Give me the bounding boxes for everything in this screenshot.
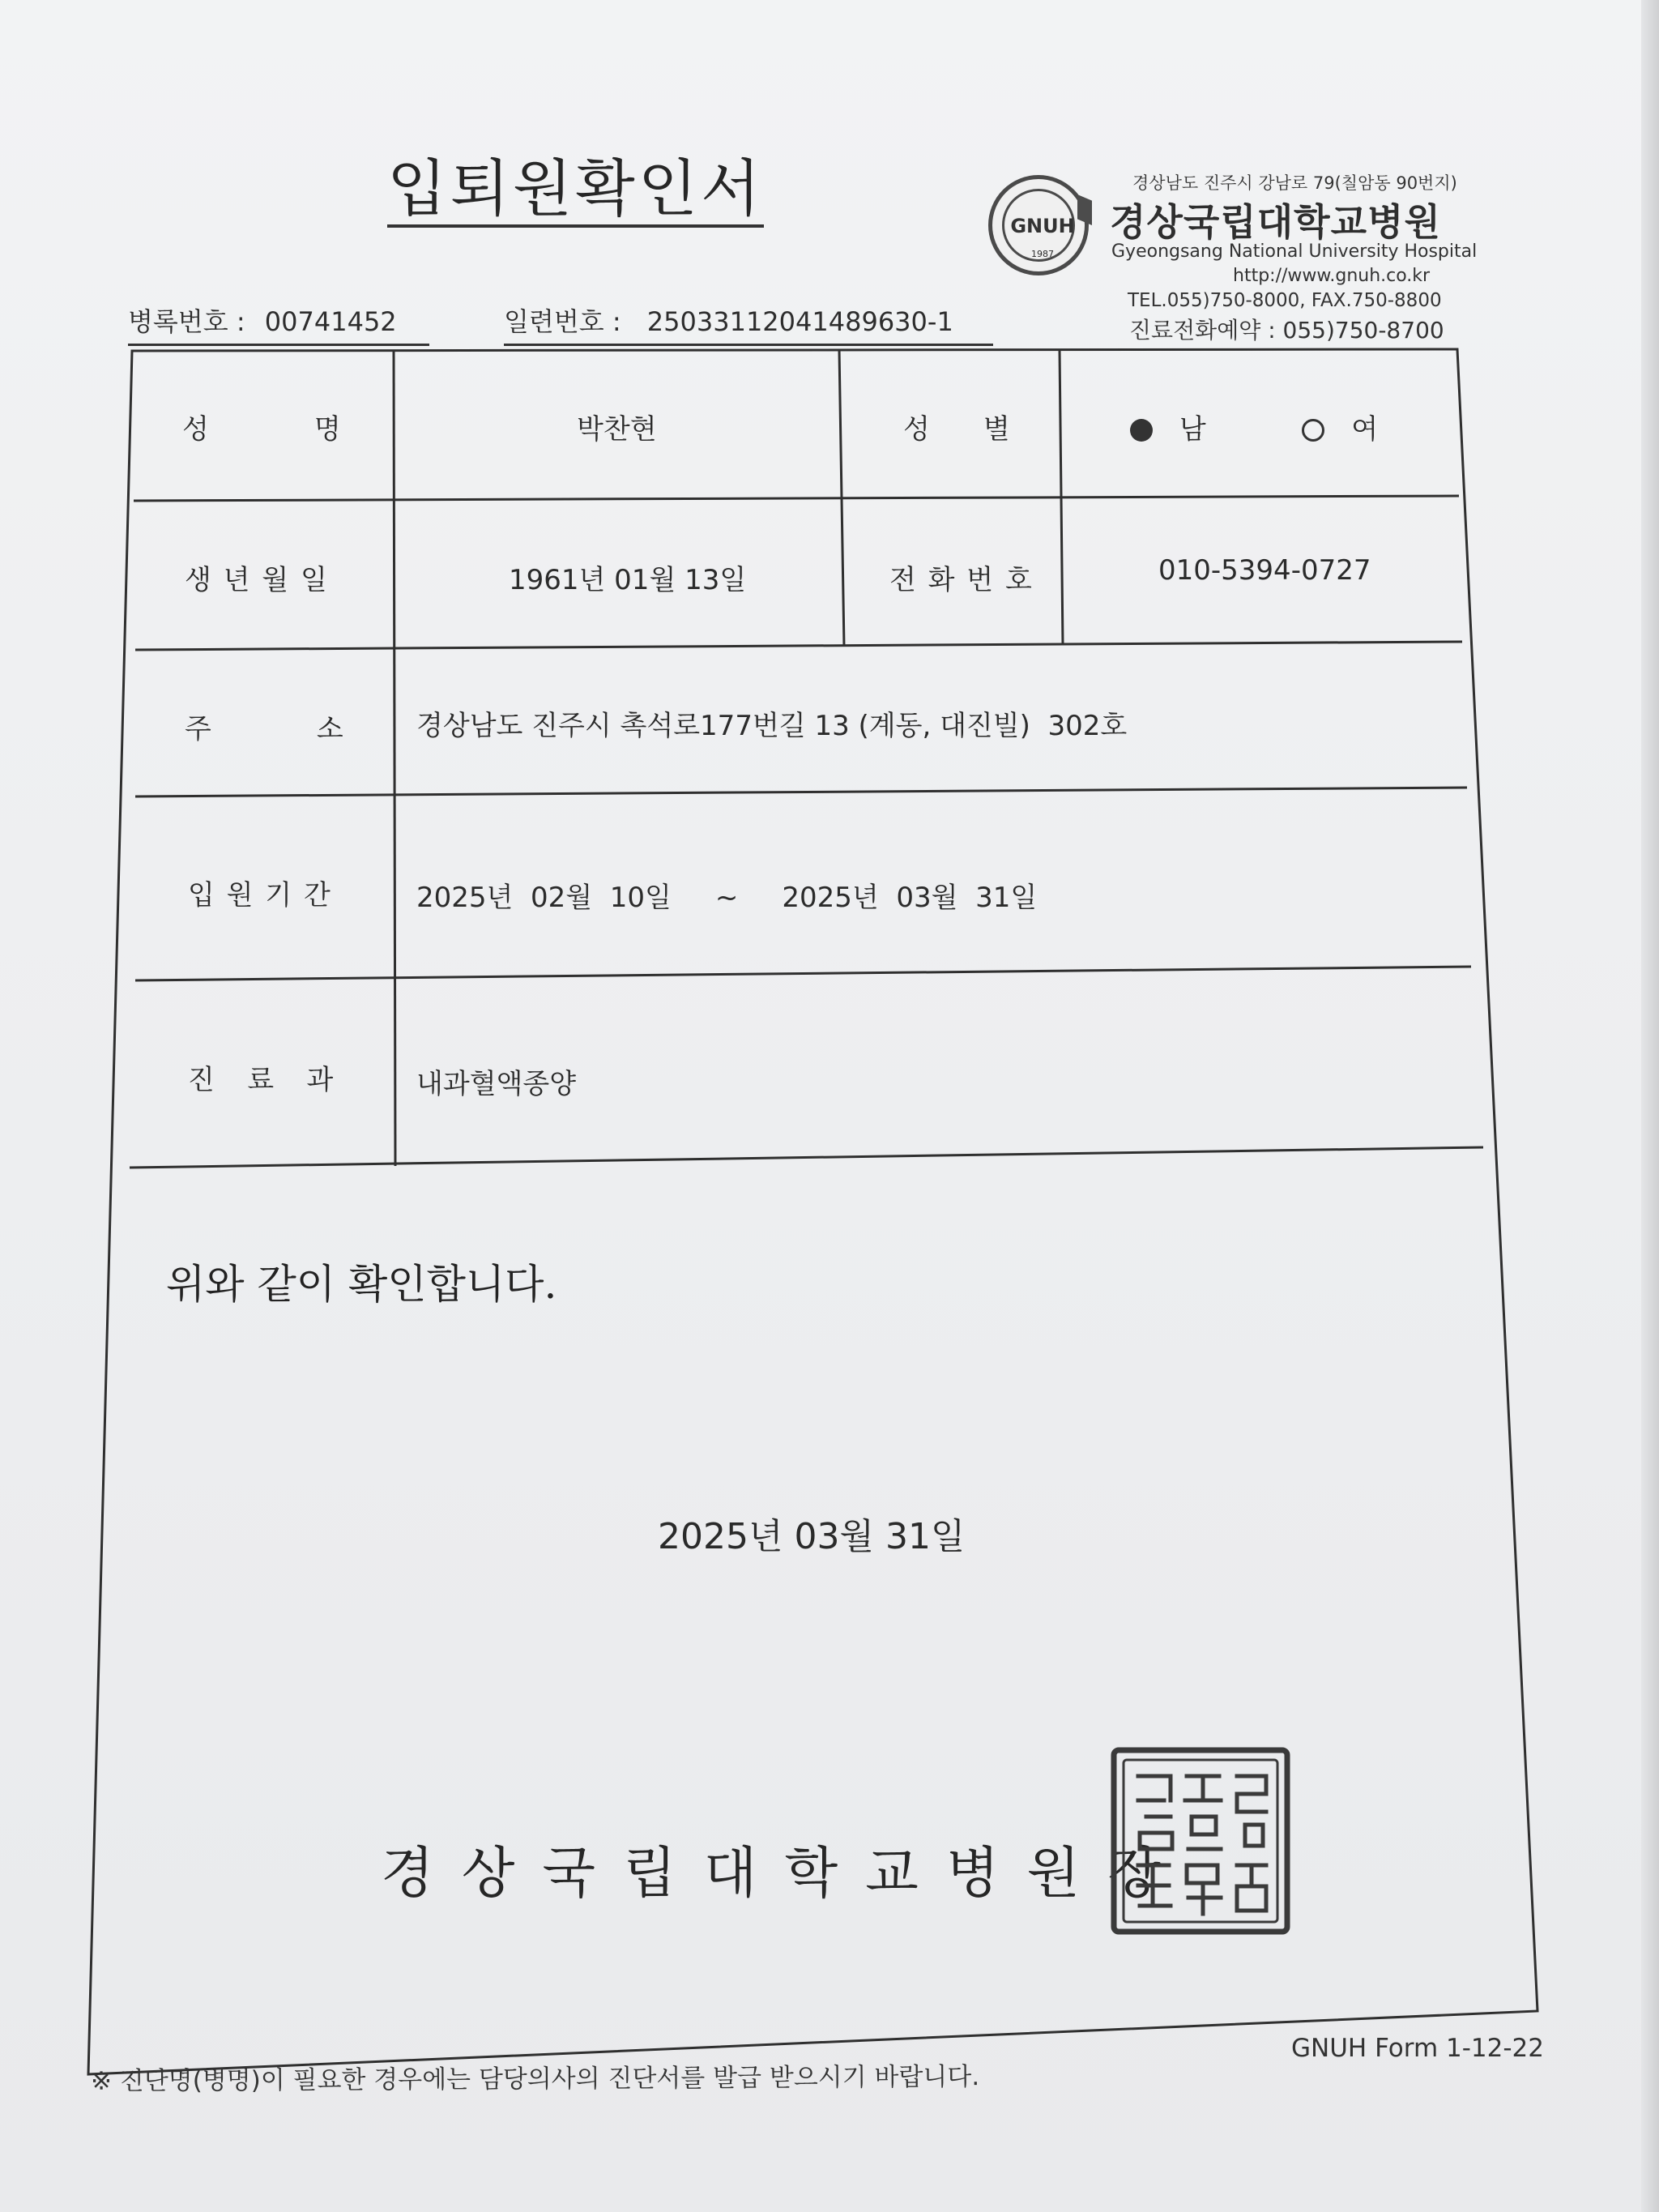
hospital-tel: TEL.055)750-8000, FAX.750-8800 [1128,290,1442,311]
logo-text: GNUH [1010,215,1075,237]
birth-label: 생 년 월 일 [185,564,329,596]
address-label: 주 소 [185,713,345,745]
logo-year: 1987 [1031,249,1054,259]
confirmation-text: 위와 같이 확인합니다. [166,1261,557,1308]
period-label: 입 원 기 간 [188,879,332,912]
department-value: 내과혈액종양 [416,1068,577,1100]
serial-number-label: 일련번호 : [504,306,621,337]
name-label: 성 명 [182,413,343,446]
hospital-reservation: 진료전화예약 : 055)750-8700 [1129,317,1444,344]
gender-label: 성 별 [903,413,1012,446]
birth-value: 1961년 01월 13일 [509,564,747,596]
footnote: ※ 진단명(병명)이 필요한 경우에는 담당의사의 진단서를 발급 받으시기 바랍니다. [90,2062,980,2096]
gender-male-label: 남 [1179,413,1206,446]
hospital-director: 경상국립대학교병원장 [381,1842,1188,1906]
address-value: 경상남도 진주시 촉석로177번길 13 (계동, 대진빌) 302호 [416,710,1128,742]
form-number: GNUH Form 1-12-22 [1291,2034,1544,2063]
issue-date: 2025년 03월 31일 [658,1516,966,1557]
name-value: 박찬현 [577,413,657,446]
phone-label: 전 화 번 호 [889,564,1034,596]
serial-number-value: 25033112041489630-1 [646,306,953,337]
record-number-value: 00741452 [264,306,397,337]
gender-female-radio [1302,419,1324,442]
gender-male-radio [1130,419,1153,442]
period-value: 2025년 02월 10일 ~ 2025년 03월 31일 [416,882,1038,914]
gender-female-label: 여 [1351,413,1379,446]
document-title: 입퇴원확인서 [387,158,764,228]
gender-options [1130,407,1378,446]
record-number-label: 병록번호 : [128,306,245,337]
hospital-name-english: Gyeongsang National University Hospital [1111,241,1478,262]
hospital-name: 경상국립대학교병원 [1110,200,1441,244]
official-seal-stamp [1107,1744,1294,1938]
hospital-url: http://www.gnuh.co.kr [1233,266,1431,286]
hospital-address: 경상남도 진주시 강남로 79(칠암동 90번지) [1132,173,1457,193]
department-label: 진 료 과 [188,1064,335,1096]
phone-value: 010-5394-0727 [1158,554,1371,587]
